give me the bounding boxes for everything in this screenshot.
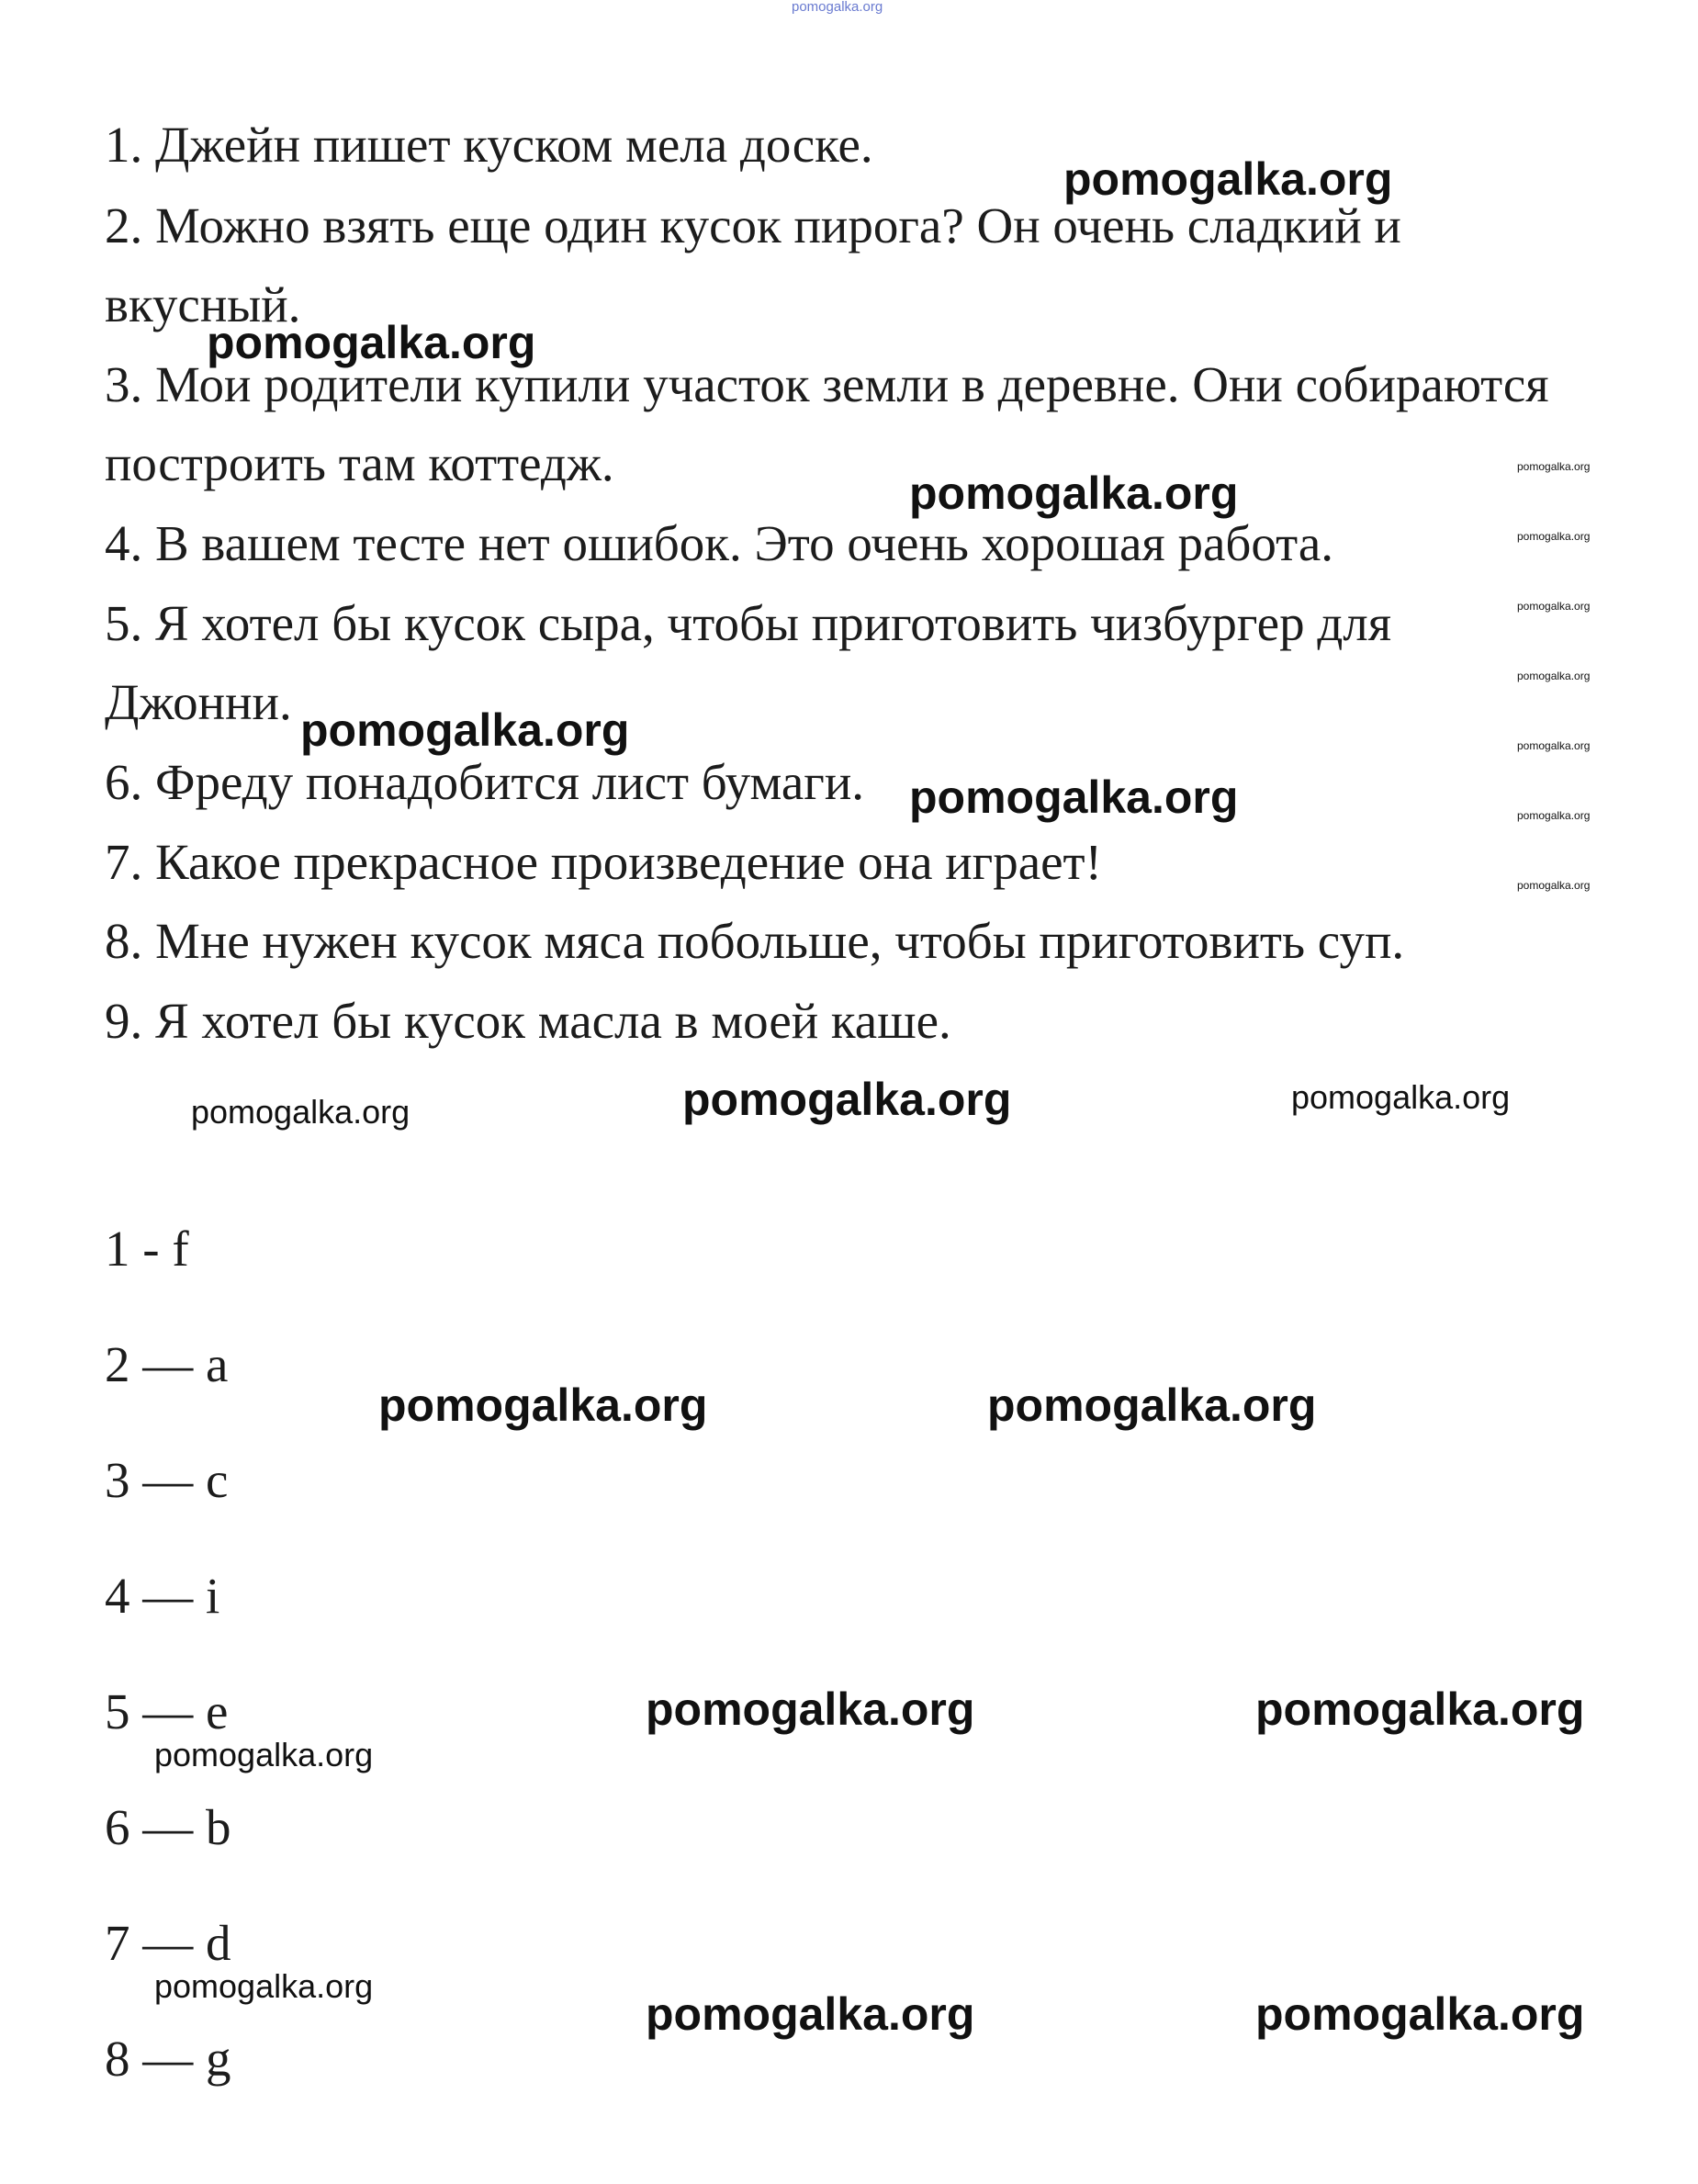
watermark: pomogalka.org [646,1683,975,1735]
answer-line: 2 — a [105,1336,229,1392]
answer-line: 1 - f [105,1221,189,1277]
watermark: pomogalka.org [1517,460,1591,473]
watermark: pomogalka.org [378,1379,708,1431]
watermark: pomogalka.org [1517,879,1591,892]
sentence-line: вкусный. [105,276,301,332]
watermark: pomogalka.org [909,771,1239,823]
sentence-line: 5. Я хотел бы кусок сыра, чтобы приготовить чизбургер для [105,595,1392,651]
sentence-line: 4. В вашем тесте нет ошибок. Это очень хорошая работа. [105,515,1333,571]
sentence-line: построить там коттедж. [105,435,614,491]
watermark: pomogalka.org [207,317,536,368]
answer-line: 3 — c [105,1452,229,1508]
watermark: pomogalka.org [154,1967,374,2005]
answer-line: 5 — e [105,1683,229,1739]
answer-line: 7 — d [105,1915,231,1971]
watermark: pomogalka.org [909,467,1239,519]
watermark: pomogalka.org [646,1988,975,2040]
top-watermark: pomogalka.org [792,0,883,15]
sentence-line: 6. Фреду понадобится лист бумаги. [105,754,865,810]
watermark: pomogalka.org [1255,1683,1585,1735]
answer-line: 8 — g [105,2031,231,2087]
answer-line: 6 — b [105,1799,231,1855]
watermark: pomogalka.org [191,1093,410,1131]
sentence-line: Джонни. [105,674,292,730]
watermark: pomogalka.org [1517,739,1591,752]
watermark: pomogalka.org [987,1379,1317,1431]
sentence-line: 1. Джейн пишет куском мела доске. [105,117,873,173]
watermark: pomogalka.org [1517,809,1591,822]
sentence-line: 8. Мне нужен кусок мяса побольше, чтобы приготовить суп. [105,913,1405,969]
watermark: pomogalka.org [1517,530,1591,543]
watermark: pomogalka.org [682,1074,1012,1125]
watermark: pomogalka.org [154,1736,374,1773]
watermark: pomogalka.org [1063,153,1393,205]
sentence-line: 7. Какое прекрасное произведение она играет! [105,834,1102,890]
watermark: pomogalka.org [1517,600,1591,613]
watermark: pomogalka.org [300,704,630,756]
watermark: pomogalka.org [1517,670,1591,682]
sentence-line: 9. Я хотел бы кусок масла в моей каше. [105,993,951,1049]
watermark: pomogalka.org [1291,1078,1511,1116]
watermark: pomogalka.org [1255,1988,1585,2040]
sentence-line: 2. Можно взять еще один кусок пирога? Он очень сладкий и [105,197,1401,253]
sentence-line: 3. Мои родители купили участок земли в деревне. Они собираются [105,356,1549,412]
answer-line: 4 — i [105,1568,220,1624]
